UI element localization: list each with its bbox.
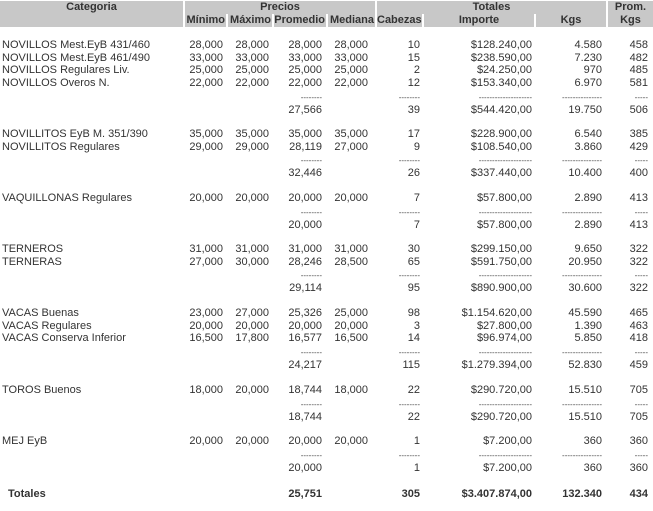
subtotal-importe: $1.279.394,00 [461,359,532,371]
subtotal-divider: -------------------- [478,452,532,460]
row-mediana: 35,000 [334,128,368,140]
row-mediana: 20,000 [334,435,368,447]
row-kgs: 9.650 [574,243,602,255]
subtotal-kgs: 52.830 [568,359,602,371]
subtotal-divider: ----- [634,452,648,460]
header-kgs: Kgs [560,14,582,26]
row-minimo: 28,000 [189,39,223,51]
row-category: VACAS Conserva Inferior [2,332,126,344]
subtotal-divider: -------- [398,157,420,165]
subtotal-importe: $57.800,00 [476,219,532,231]
subtotal-divider: --------------- [562,349,602,357]
row-cabezas: 10 [407,39,420,51]
subtotal-promedio: 20,000 [288,462,322,474]
row-kgs: 360 [583,435,602,447]
row-minimo: 27,000 [189,256,223,268]
row-maximo: 30,000 [235,256,269,268]
row-kgs: 1.390 [574,320,602,332]
header-cabezas: Cabezas [377,14,422,26]
row-kgs-prom: 322 [629,256,648,268]
totals-kgs-prom: 434 [629,488,648,500]
row-cabezas: 65 [407,256,420,268]
row-category: MEJ EyB [2,435,48,447]
subtotal-divider: -------- [300,401,322,409]
subtotal-promedio: 32,446 [288,167,322,179]
row-maximo: 17,800 [235,332,269,344]
row-mediana: 28,000 [334,39,368,51]
row-promedio: 18,744 [288,384,322,396]
row-cabezas: 9 [413,141,420,153]
totals-cabezas: 305 [401,488,420,500]
row-minimo: 31,000 [189,243,223,255]
row-mediana: 31,000 [334,243,368,255]
subtotal-promedio: 20,000 [288,219,322,231]
row-kgs: 15.510 [568,384,602,396]
totals-kgs: 132.340 [562,488,602,500]
row-promedio: 16,577 [288,332,322,344]
subtotal-divider: -------- [398,452,420,460]
subtotal-importe: $337.440,00 [470,167,532,179]
row-category: NOVILLOS Regulares Liv. [2,64,130,76]
row-cabezas: 2 [413,64,420,76]
row-mediana: 25,000 [334,307,368,319]
header-maximo: Máximo [230,14,271,26]
subtotal-cabezas: 7 [413,219,420,231]
row-kgs-prom: 581 [629,77,648,89]
row-mediana: 27,000 [334,141,368,153]
row-cabezas: 3 [413,320,420,332]
subtotal-divider: --------------- [562,452,602,460]
row-category: NOVILLOS Mest.EyB 461/490 [2,52,150,64]
row-cabezas: 15 [407,52,420,64]
row-kgs: 45.590 [568,307,602,319]
subtotal-kgs-prom: 705 [629,411,648,423]
row-maximo: 25,000 [235,64,269,76]
header-mediana: Mediana [329,14,374,26]
header-prom: Prom. [614,1,647,13]
subtotal-divider: -------- [300,94,322,102]
row-promedio: 20,000 [288,435,322,447]
row-maximo: 28,000 [235,39,269,51]
subtotal-kgs: 10.400 [568,167,602,179]
subtotal-divider: -------------------- [478,272,532,280]
subtotal-kgs: 15.510 [568,411,602,423]
subtotal-divider: ----- [634,157,648,165]
totals-importe: $3.407.874,00 [461,488,532,500]
row-category: NOVILLOS Mest.EyB 431/460 [2,39,150,51]
subtotal-divider: -------- [300,349,322,357]
row-importe: $57.800,00 [476,192,532,204]
row-minimo: 20,000 [189,192,223,204]
totals-label: Totales [8,488,46,500]
row-cabezas: 7 [413,192,420,204]
row-minimo: 16,500 [189,332,223,344]
row-kgs-prom: 482 [629,52,648,64]
subtotal-importe: $290.720,00 [470,411,532,423]
row-minimo: 33,000 [189,52,223,64]
row-importe: $591.750,00 [470,256,532,268]
row-kgs-prom: 385 [629,128,648,140]
row-promedio: 25,326 [288,307,322,319]
subtotal-divider: ----- [634,349,648,357]
row-cabezas: 12 [407,77,420,89]
subtotal-divider: --------------- [562,272,602,280]
subtotal-divider: -------- [398,401,420,409]
row-maximo: 33,000 [235,52,269,64]
row-maximo: 20,000 [235,320,269,332]
row-maximo: 22,000 [235,77,269,89]
row-category: NOVILLITOS Regulares [2,141,120,153]
subtotal-divider: -------------------- [478,401,532,409]
header-categoria: Categoria [66,1,117,13]
row-maximo: 29,000 [235,141,269,153]
row-kgs-prom: 360 [629,435,648,447]
subtotal-divider: -------- [300,157,322,165]
row-promedio: 28,119 [289,141,322,153]
row-maximo: 20,000 [235,435,269,447]
row-cabezas: 1 [413,435,420,447]
row-minimo: 35,000 [189,128,223,140]
subtotal-divider: --------------- [562,157,602,165]
row-minimo: 20,000 [189,435,223,447]
header-kgs-prom: Kgs [620,14,641,26]
row-mediana: 33,000 [334,52,368,64]
row-maximo: 20,000 [235,384,269,396]
header-bar-blank [0,14,183,27]
row-promedio: 33,000 [288,52,322,64]
row-minimo: 20,000 [189,320,223,332]
row-promedio: 28,246 [288,256,322,268]
row-importe: $238.590,00 [470,52,532,64]
subtotal-kgs-prom: 459 [629,359,648,371]
row-kgs: 20.950 [568,256,602,268]
row-minimo: 22,000 [189,77,223,89]
subtotal-kgs: 2.890 [574,219,602,231]
row-maximo: 35,000 [235,128,269,140]
row-kgs: 970 [583,64,602,76]
subtotal-divider: ----- [634,401,648,409]
subtotal-cabezas: 1 [413,462,420,474]
subtotal-divider: -------- [398,94,420,102]
header-minimo: Mínimo [186,14,225,26]
subtotal-divider: -------- [398,209,420,217]
row-maximo: 20,000 [235,192,269,204]
row-category: TERNEROS [2,243,64,255]
row-kgs: 7.230 [574,52,602,64]
subtotal-importe: $544.420,00 [470,104,532,116]
subtotal-divider: --------------- [562,94,602,102]
header-importe: Importe [458,14,500,26]
subtotal-importe: $890.900,00 [470,282,532,294]
subtotal-promedio: 24,217 [288,359,322,371]
row-kgs: 5.850 [574,332,602,344]
row-kgs: 3.860 [574,141,602,153]
row-category: NOVILLITOS EyB M. 351/390 [2,128,148,140]
row-cabezas: 14 [407,332,420,344]
row-importe: $7.200,00 [483,435,532,447]
row-importe: $228.900,00 [470,128,532,140]
header-precios: Precios [260,1,300,13]
row-importe: $96.974,00 [476,332,532,344]
row-kgs-prom: 485 [629,64,648,76]
row-mediana: 16,500 [334,332,368,344]
subtotal-promedio: 18,744 [288,411,322,423]
subtotal-cabezas: 22 [407,411,420,423]
header-promedio: Promedio [274,14,325,26]
subtotal-kgs-prom: 506 [629,104,648,116]
row-kgs: 6.970 [574,77,602,89]
subtotal-cabezas: 95 [407,282,420,294]
subtotal-promedio: 27,566 [288,104,322,116]
subtotal-divider: -------- [300,452,322,460]
row-mediana: 25,000 [334,64,368,76]
row-kgs-prom: 463 [629,320,648,332]
row-kgs: 6.540 [574,128,602,140]
row-kgs-prom: 705 [629,384,648,396]
subtotal-kgs-prom: 400 [629,167,648,179]
row-kgs-prom: 458 [629,39,648,51]
subtotal-divider: ----- [634,94,648,102]
subtotal-kgs-prom: 360 [629,462,648,474]
totals-promedio: 25,751 [288,488,322,500]
row-promedio: 25,000 [288,64,322,76]
row-promedio: 22,000 [288,77,322,89]
subtotal-divider: -------- [300,272,322,280]
subtotal-cabezas: 26 [407,167,420,179]
row-minimo: 25,000 [189,64,223,76]
row-kgs: 4.580 [574,39,602,51]
row-cabezas: 98 [407,307,420,319]
row-category: TOROS Buenos [2,384,82,396]
subtotal-kgs: 30.600 [568,282,602,294]
row-mediana: 22,000 [334,77,368,89]
subtotal-divider: -------------------- [478,94,532,102]
row-minimo: 23,000 [189,307,223,319]
row-promedio: 28,000 [288,39,322,51]
row-kgs: 2.890 [574,192,602,204]
row-mediana: 18,000 [334,384,368,396]
row-kgs-prom: 429 [629,141,648,153]
subtotal-kgs-prom: 413 [629,219,648,231]
subtotal-divider: -------- [398,349,420,357]
subtotal-divider: -------------------- [478,209,532,217]
row-cabezas: 30 [407,243,420,255]
row-cabezas: 17 [407,128,420,140]
row-importe: $299.150,00 [470,243,532,255]
subtotal-importe: $7.200,00 [483,462,532,474]
subtotal-cabezas: 115 [402,359,420,371]
subtotal-cabezas: 39 [407,104,420,116]
row-importe: $1.154.620,00 [461,307,532,319]
row-category: VAQUILLONAS Regulares [2,192,133,204]
row-kgs-prom: 413 [629,192,648,204]
row-kgs-prom: 418 [629,332,648,344]
subtotal-divider: -------------------- [478,349,532,357]
row-importe: $24.250,00 [476,64,532,76]
row-mediana: 20,000 [334,320,368,332]
row-importe: $128.240,00 [470,39,532,51]
row-importe: $153.340,00 [470,77,532,89]
subtotal-divider: ----- [634,209,648,217]
row-mediana: 20,000 [334,192,368,204]
row-importe: $27.800,00 [476,320,532,332]
row-promedio: 20,000 [288,192,322,204]
subtotal-promedio: 29,114 [289,282,322,294]
row-promedio: 20,000 [288,320,322,332]
subtotal-divider: ----- [634,272,648,280]
row-promedio: 35,000 [288,128,322,140]
row-mediana: 28,500 [334,256,368,268]
subtotal-divider: -------- [300,209,322,217]
row-promedio: 31,000 [288,243,322,255]
row-kgs-prom: 465 [629,307,648,319]
subtotal-kgs: 360 [583,462,602,474]
row-minimo: 18,000 [189,384,223,396]
row-maximo: 31,000 [235,243,269,255]
row-category: TERNERAS [2,256,62,268]
header-totales: Totales [472,1,511,13]
subtotal-divider: --------------- [562,401,602,409]
row-category: VACAS Regulares [2,320,92,332]
row-importe: $108.540,00 [470,141,532,153]
subtotal-divider: -------- [398,272,420,280]
row-cabezas: 22 [407,384,420,396]
row-kgs-prom: 322 [629,243,648,255]
row-category: NOVILLOS Overos N. [2,77,110,89]
row-maximo: 27,000 [235,307,269,319]
subtotal-divider: --------------- [562,209,602,217]
row-importe: $290.720,00 [470,384,532,396]
subtotal-kgs-prom: 322 [629,282,648,294]
row-category: VACAS Buenas [2,307,79,319]
subtotal-divider: -------------------- [478,157,532,165]
subtotal-kgs: 19.750 [568,104,602,116]
row-minimo: 29,000 [189,141,223,153]
